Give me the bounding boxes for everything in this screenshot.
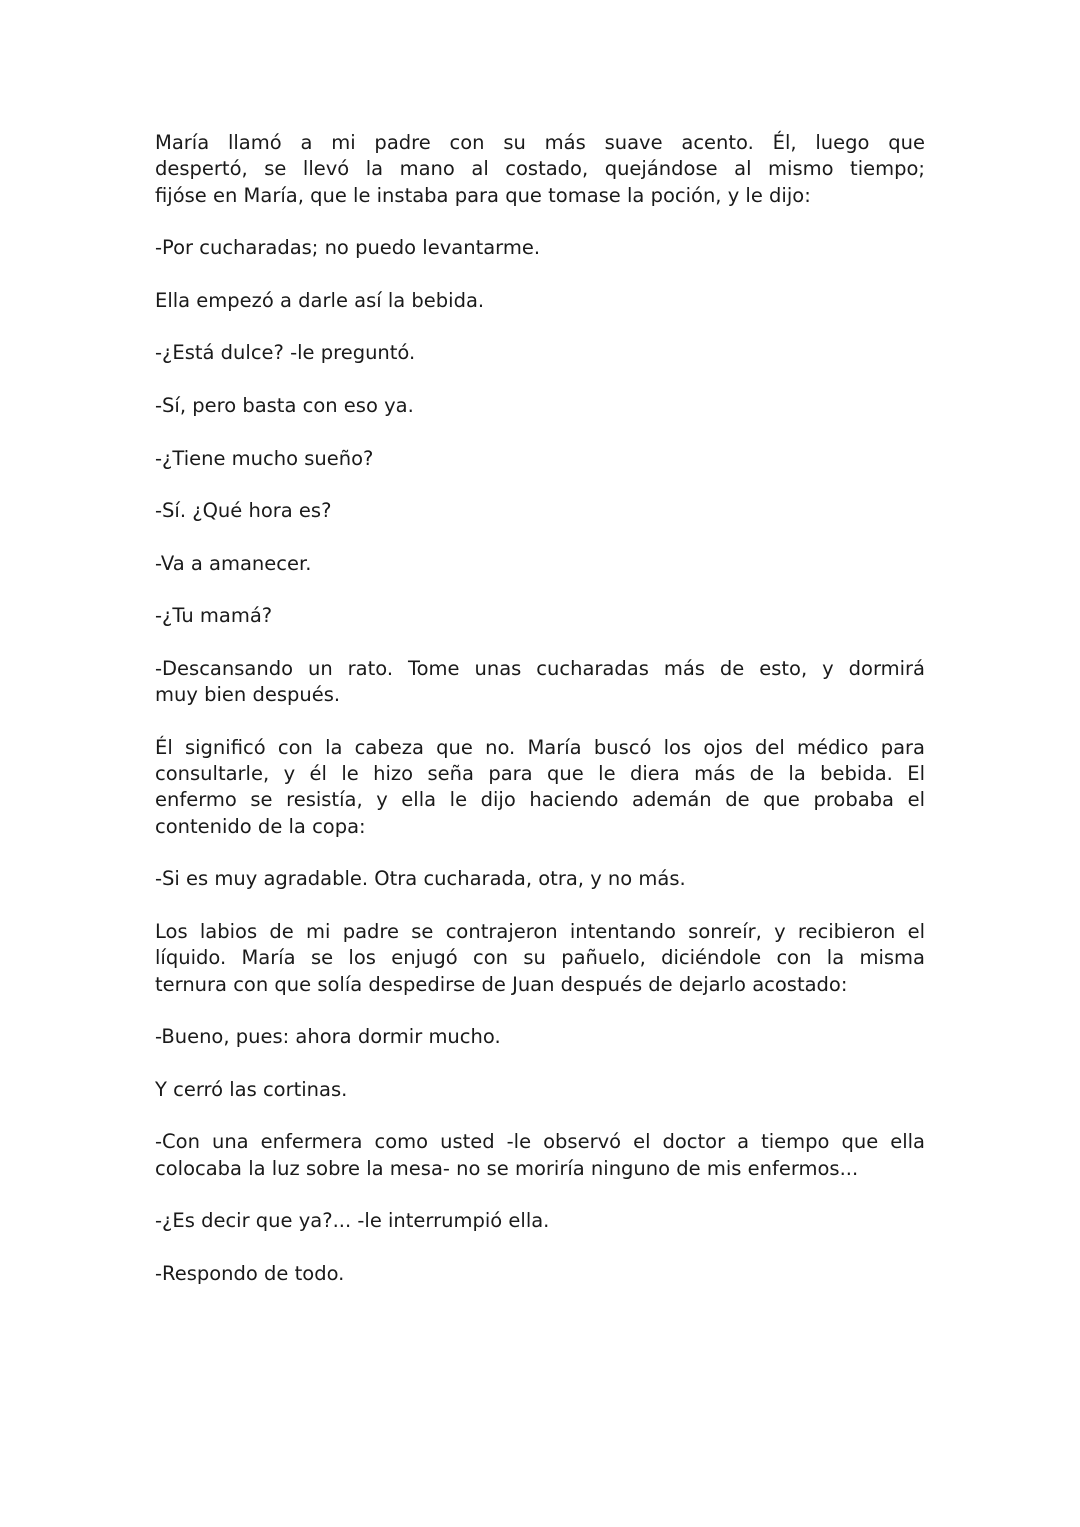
text-line: -¿Es decir que ya?... -le interrumpió ella. bbox=[155, 1209, 550, 1233]
text-line: ternura con que solía despedirse de Juan después de dejarlo acostado: bbox=[155, 972, 848, 996]
paragraph bbox=[155, 340, 925, 366]
paragraph bbox=[155, 498, 925, 524]
text-line: -Respondo de todo. bbox=[155, 1261, 345, 1285]
text-line: -Sí, pero basta con eso ya. bbox=[155, 393, 414, 417]
paragraph bbox=[155, 656, 925, 709]
text-line: -¿Está dulce? -le preguntó. bbox=[155, 341, 416, 365]
text-line: Ella empezó a darle así la bebida. bbox=[155, 288, 485, 312]
text-line: -Con una enfermera como usted -le observó el doctor a tiempo que ella bbox=[155, 1130, 925, 1154]
text-line: -Bueno, pues: ahora dormir mucho. bbox=[155, 1025, 501, 1049]
paragraph bbox=[155, 551, 925, 577]
text-line: -Si es muy agradable. Otra cucharada, otra, y no más. bbox=[155, 867, 686, 891]
paragraph bbox=[155, 1208, 925, 1234]
text-line: despertó, se llevó la mano al costado, quejándose al mismo tiempo; bbox=[155, 157, 925, 181]
paragraph bbox=[155, 1261, 925, 1287]
text-line: Los labios de mi padre se contrajeron intentando sonreír, y recibieron el bbox=[155, 919, 925, 943]
text-line: Él significó con la cabeza que no. María buscó los ojos del médico para bbox=[155, 735, 925, 759]
paragraph bbox=[155, 735, 925, 840]
paragraph bbox=[155, 130, 925, 209]
text-line: Y cerró las cortinas. bbox=[155, 1077, 348, 1101]
paragraph bbox=[155, 288, 925, 314]
text-line: María llamó a mi padre con su más suave acento. Él, luego que bbox=[155, 131, 925, 154]
paragraph bbox=[155, 235, 925, 261]
text-line: consultarle, y él le hizo seña para que le diera más de la bebida. El bbox=[155, 762, 925, 786]
text-line: -Va a amanecer. bbox=[155, 551, 312, 575]
document-body bbox=[155, 130, 925, 1313]
text-line: fijóse en María, que le instaba para que tomase la poción, y le dijo: bbox=[155, 183, 811, 207]
paragraph bbox=[155, 393, 925, 419]
text-line: -Sí. ¿Qué hora es? bbox=[155, 499, 332, 523]
text-line: -Descansando un rato. Tome unas cucharadas más de esto, y dormirá bbox=[155, 656, 925, 680]
paragraph bbox=[155, 866, 925, 892]
paragraph bbox=[155, 1077, 925, 1103]
text-line: colocaba la luz sobre la mesa- no se moriría ninguno de mis enfermos... bbox=[155, 1156, 859, 1180]
text-line: -¿Tu mamá? bbox=[155, 604, 273, 628]
text-line: contenido de la copa: bbox=[155, 814, 366, 838]
text-line: muy bien después. bbox=[155, 683, 341, 707]
text-line: enfermo se resistía, y ella le dijo haciendo ademán de que probaba el bbox=[155, 788, 925, 812]
paragraph bbox=[155, 446, 925, 472]
text-line: -¿Tiene mucho sueño? bbox=[155, 446, 374, 470]
paragraph bbox=[155, 919, 925, 998]
text-line: -Por cucharadas; no puedo levantarme. bbox=[155, 236, 541, 260]
text-line: líquido. María se los enjugó con su pañuelo, diciéndole con la misma bbox=[155, 946, 925, 970]
paragraph bbox=[155, 1024, 925, 1050]
paragraph bbox=[155, 603, 925, 629]
paragraph bbox=[155, 1129, 925, 1182]
